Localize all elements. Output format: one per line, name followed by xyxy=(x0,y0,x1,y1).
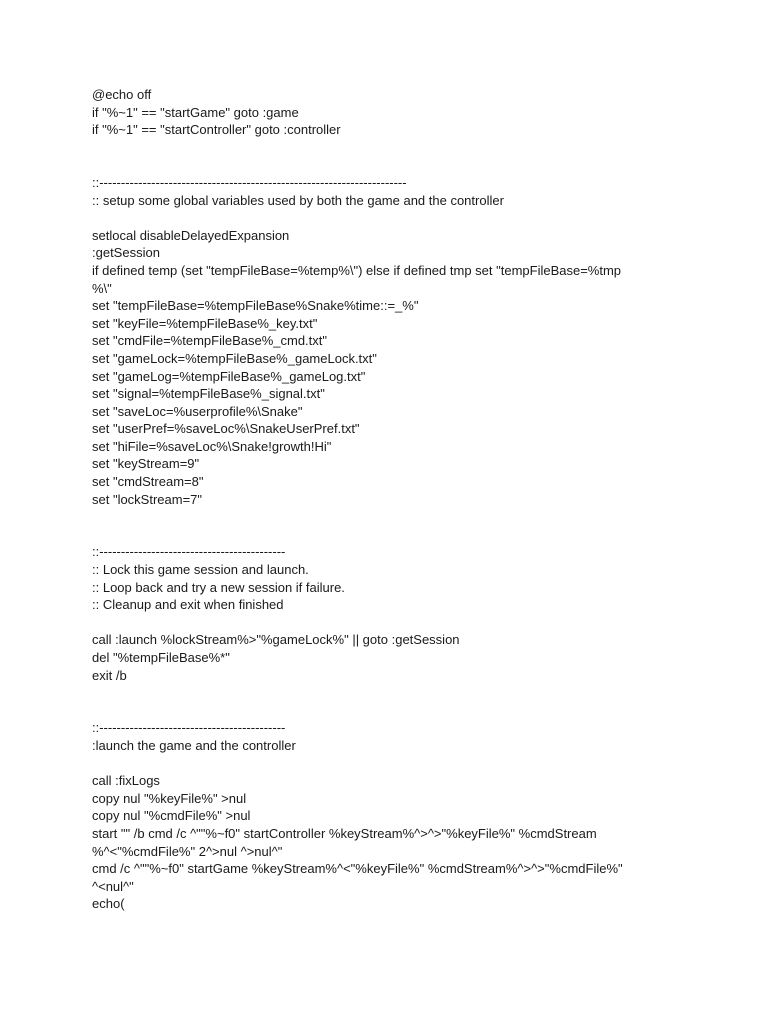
code-line: :getSession xyxy=(92,245,160,261)
code-line xyxy=(92,614,692,632)
code-line: set "gameLock=%tempFileBase%_gameLock.txt" xyxy=(92,350,377,366)
code-line: ::----------------------------------------------------------------------- xyxy=(92,174,407,190)
code-line: set "userPref=%saveLoc%\SnakeUserPref.txt" xyxy=(92,421,360,437)
code-line: set "gameLog=%tempFileBase%_gameLog.txt" xyxy=(92,368,366,384)
code-line: :: setup some global variables used by both the game and the controller xyxy=(92,192,504,208)
code-line: cmd /c ^""%~f0" startGame %keyStream%^<"%keyFile%" %cmdStream%^>^>"%cmdFile%" xyxy=(92,861,623,877)
code-line: if "%~1" == "startGame" goto :game xyxy=(92,104,299,120)
code-line: :: Loop back and try a new session if failure. xyxy=(92,579,345,595)
code-line: del "%tempFileBase%*" xyxy=(92,650,230,665)
code-line: set "cmdStream=8" xyxy=(92,474,204,490)
code-line xyxy=(92,684,692,702)
code-line: set "keyStream=9" xyxy=(92,456,200,472)
code-line: exit /b xyxy=(92,667,127,683)
batch-script-text xyxy=(92,86,692,913)
code-line: call :launch %lockStream%>"%gameLock%" || goto :getSession xyxy=(92,632,460,648)
code-line: set "hiFile=%saveLoc%\Snake!growth!Hi" xyxy=(92,438,332,454)
code-line: echo( xyxy=(92,896,125,912)
code-line xyxy=(92,508,692,526)
code-line: %\" xyxy=(92,280,112,296)
code-line: :: Cleanup and exit when finished xyxy=(92,597,284,613)
code-line xyxy=(92,702,692,720)
code-line: set "saveLoc=%userprofile%\Snake" xyxy=(92,403,303,419)
code-line: set "lockStream=7" xyxy=(92,491,203,507)
code-line: call :fixLogs xyxy=(92,773,160,789)
code-line xyxy=(92,755,692,773)
code-line: :: Lock this game session and launch. xyxy=(92,562,309,578)
code-line xyxy=(92,209,692,227)
code-line: :launch the game and the controller xyxy=(92,737,296,753)
code-line: @echo off xyxy=(92,87,152,102)
code-line: set "signal=%tempFileBase%_signal.txt" xyxy=(92,386,325,402)
code-line: set "cmdFile=%tempFileBase%_cmd.txt" xyxy=(92,333,328,349)
code-line: ^<nul^" xyxy=(92,878,134,894)
code-line: %^<"%cmdFile%" 2^>nul ^>nul^" xyxy=(92,843,283,859)
code-line: start "" /b cmd /c ^""%~f0" startController %keyStream%^>^>"%keyFile%" %cmdStream xyxy=(92,825,597,841)
code-line: ::------------------------------------------- xyxy=(92,720,286,736)
code-line xyxy=(92,526,692,544)
code-line: ::------------------------------------------- xyxy=(92,544,286,560)
code-line: if defined temp (set "tempFileBase=%temp%\") else if defined tmp set "tempFileBase=%tmp xyxy=(92,262,622,278)
code-line xyxy=(92,139,692,157)
code-line: set "keyFile=%tempFileBase%_key.txt" xyxy=(92,315,318,331)
code-line: if "%~1" == "startController" goto :controller xyxy=(92,122,341,138)
code-line: set "tempFileBase=%tempFileBase%Snake%time::=_%" xyxy=(92,298,419,314)
code-line: copy nul "%keyFile%" >nul xyxy=(92,790,247,806)
code-line: setlocal disableDelayedExpansion xyxy=(92,227,290,243)
code-line xyxy=(92,156,692,174)
code-line: copy nul "%cmdFile%" >nul xyxy=(92,808,251,824)
